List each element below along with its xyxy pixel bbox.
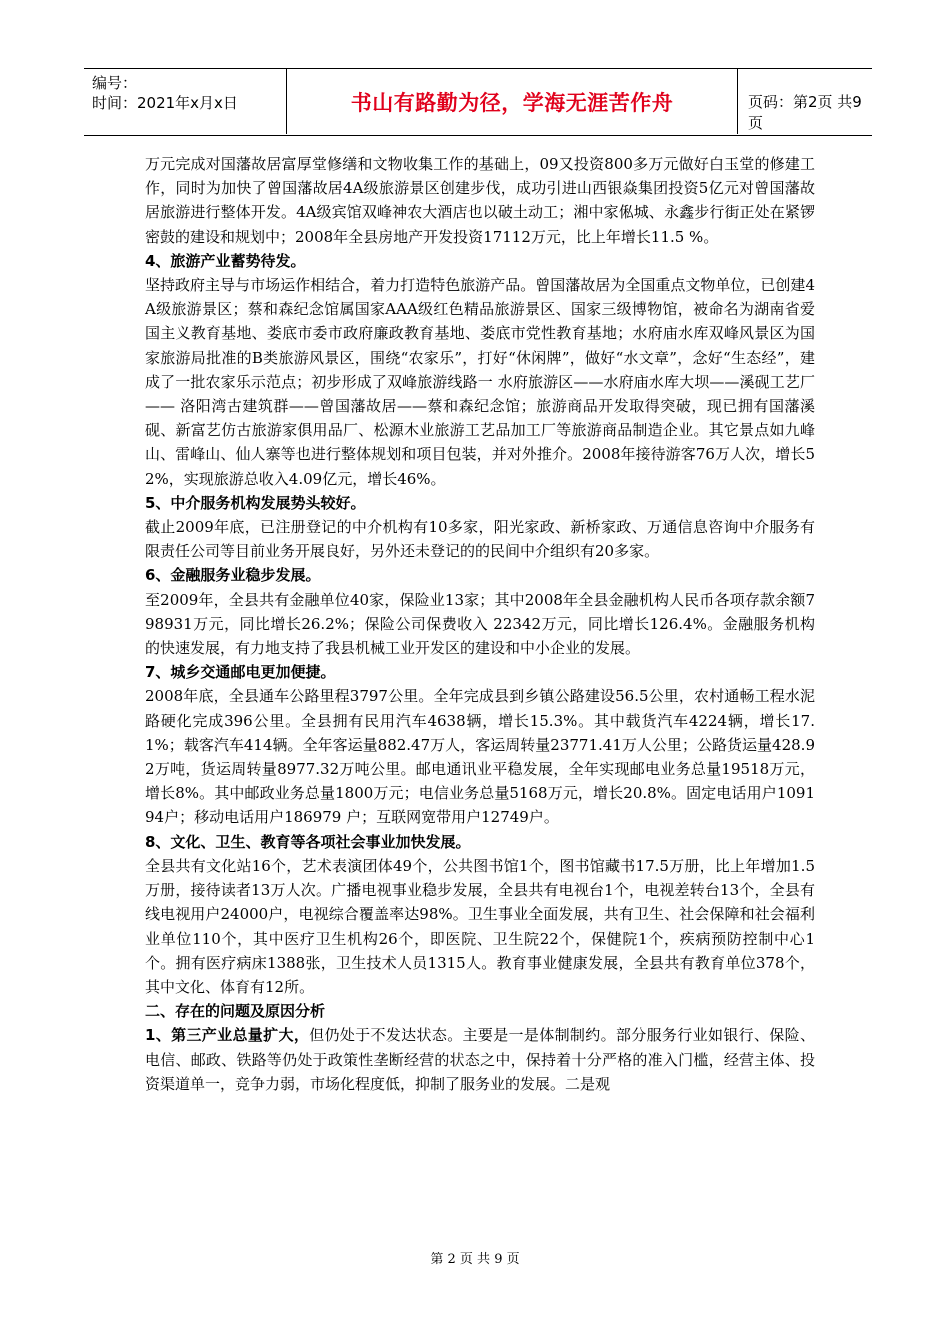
paragraph: 万元完成对国藩故居富厚堂修缮和文物收集工作的基础上，09又投资800多万元做好白玉堂的修建工作，同时为加快了曾国藩故居4A级旅游景区创建步伐，成功引进山西银焱集团投资5亿元对曾国藩故居旅游进行整体开发。4A级宾馆双峰神农大酒店也以破土动工；湘中家俬城、永鑫步行街正处在紧锣密鼓的建设和规划中；2008年全县房地产开发投资17112万元，比上年增长11.5 %。 xyxy=(145,155,815,246)
paragraph-text: 但仍处于不发达状态。主要是一是体制制约。部分服务行业如银行、保险、电信、邮政、铁路等仍处于政策性垄断经营的状态之中，保持着十分严格的准入门槛，经营主体、投资渠道单一，竞争力弱，市场化程度低，抑制了服务业的发展。二是观 xyxy=(145,1026,815,1093)
section-heading: 4、旅游产业蓄势待发。 xyxy=(145,251,306,270)
header-page-number: 页码：第2页 共9页 xyxy=(748,93,862,132)
header-motto: 书山有路勤为径，学海无涯苦作舟 xyxy=(350,90,674,115)
page-header xyxy=(84,68,872,136)
paragraph: 至2009年，全县共有金融单位40家，保险业13家；其中2008年全县金融机构人民币各项存款余额798931万元，同比增长26.2%；保险公司保费收入 22342万元，同比增长126.4%。金融服务机构的快速发展，有力地支持了我县机械工业开发区的建设和中小企业的发展。 xyxy=(145,590,815,658)
paragraph xyxy=(145,1023,815,1096)
paragraph: 2008年底，全县通车公路里程3797公里。全年完成县到乡镇公路建设56.5公里，农村通畅工程水泥路硬化完成396公里。全县拥有民用汽车4638辆，增长15.3%。其中载货汽车4224辆，增长17.1%；载客汽车414辆。全年客运量882.47万人，客运周转量23771.41万人公里；公路货运量428.92万吨，货运周转量8977.32万吨公里。邮电通讯业平稳发展，全年实现邮电业务总量19518万元，增长8%。其中邮政业务总量1800万元；电信业务总量5168万元，增长20.8%。固定电话用户109194户；移动电话用户186979 户；互联网宽带用户12749户。 xyxy=(145,687,815,827)
paragraph: 截止2009年底，已注册登记的中介机构有10多家，阳光家政、新桥家政、万通信息咨询中介服务有限责任公司等目前业务开展良好，另外还未登记的的民间中介组织有20多家。 xyxy=(145,518,815,561)
section-heading: 5、中介服务机构发展势头较好。 xyxy=(145,493,366,512)
paragraph-lead: 1、第三产业总量扩大， xyxy=(145,1026,310,1045)
paragraph: 坚持政府主导与市场运作相结合，着力打造特色旅游产品。曾国藩故居为全国重点文物单位，已创建4A级旅游景区；蔡和森纪念馆属国家AAA级红色精品旅游景区、国家三级博物馆，被命名为湖南省爱国主义教育基地、娄底市委市政府廉政教育基地、娄底市党性教育基地；水府庙水库双峰风景区为国家旅游局批准的B类旅游风景区，围绕“农家乐”，打好“休闲牌”，做好“水文章”，念好“生态经”，建成了一批农家乐示范点；初步形成了双峰旅游线路一 水府旅游区——水府庙水库大坝——溪砚工艺厂—— 洛阳湾古建筑群——曾国藩故居——蔡和森纪念馆；旅游商品开发取得突破，现已拥有国藩溪砚、新富艺仿古旅游家俱用品厂、松源木业旅游工艺品加工厂等旅游商品制造企业。其它景点如九峰山、雷峰山、仙人寨等也进行整体规划和项目包装，并对外推介。2008年接待游客76万人次，增长52%，实现旅游总收入4.09亿元，增长46%。 xyxy=(145,276,815,488)
header-motto-box xyxy=(286,69,738,134)
header-left xyxy=(92,73,238,113)
document-body xyxy=(145,152,815,1096)
section-heading: 6、金融服务业稳步发展。 xyxy=(145,566,321,585)
doc-date: 时间：2021年x月x日 xyxy=(92,94,238,112)
section-heading: 二、存在的问题及原因分析 xyxy=(145,1002,326,1021)
page-footer: 第 2 页 共 9 页 xyxy=(430,1252,520,1267)
paragraph: 全县共有文化站16个，艺术表演团体49个，公共图书馆1个，图书馆藏书17.5万册，比上年增加1.5万册，接待读者13万人次。广播电视事业稳步发展，全县共有电视台1个，电视差转台13个，全县有线电视用户24000户，电视综合覆盖率达98%。卫生事业全面发展，共有卫生、社会保障和社会福利业单位110个，其中医疗卫生机构26个，即医院、卫生院22个，保健院1个，疾病预防控制中心1 个。拥有医疗病床1388张，卫生技术人员1315人。教育事业健康发展，全县共有教育单位378个，其中文化、体育有12所。 xyxy=(145,856,815,996)
doc-number: 编号： xyxy=(92,74,138,92)
section-heading: 7、城乡交通邮电更加便捷。 xyxy=(145,663,336,682)
section-heading: 8、文化、卫生、教育等各项社会事业加快发展。 xyxy=(145,832,471,851)
